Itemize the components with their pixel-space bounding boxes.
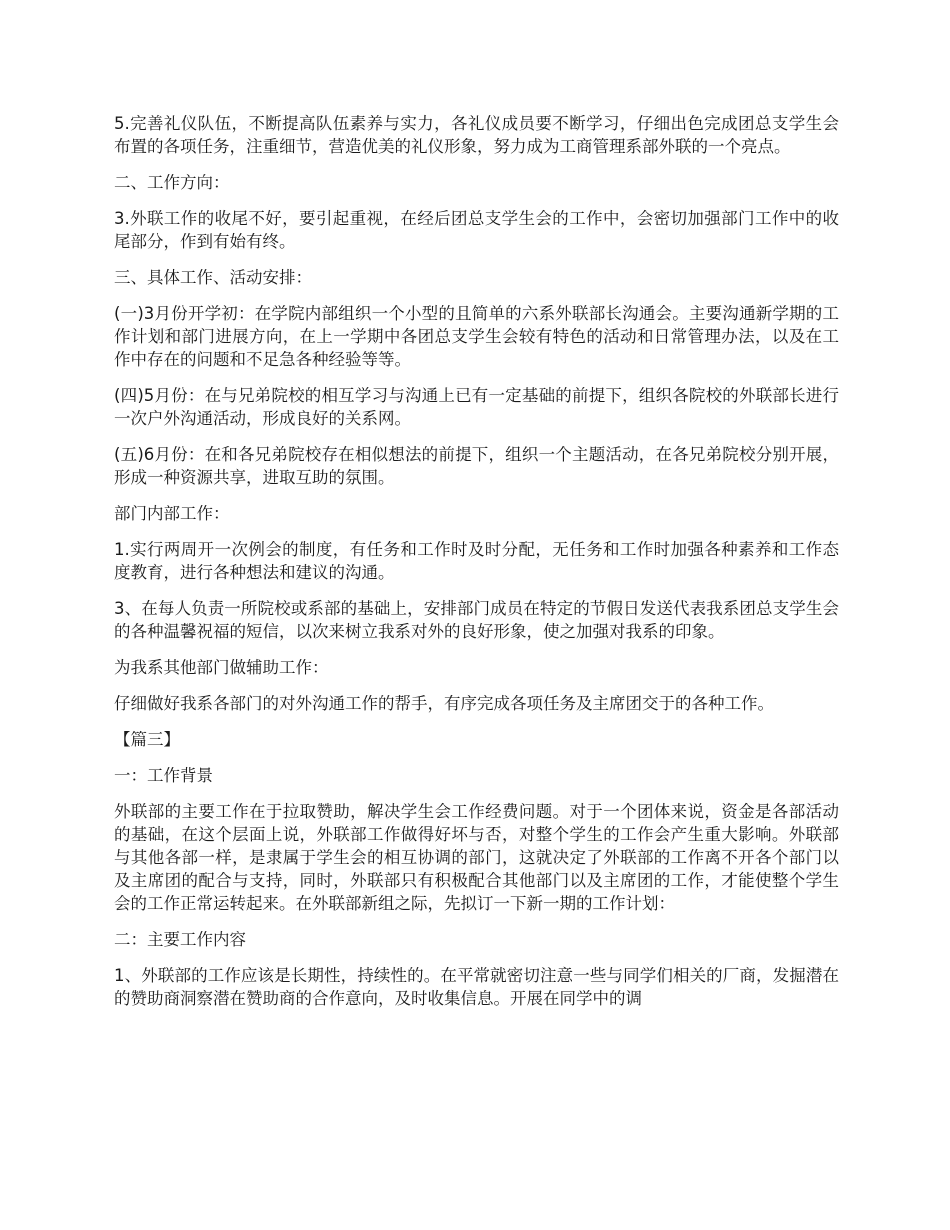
- paragraph-may-plan: (四)5月份：在与兄弟院校的相互学习与沟通上已有一定基础的前提下，组织各院校的外联部长进行一次户外沟通活动，形成良好的关系网。: [114, 386, 839, 428]
- paragraph-march-plan: (一)3月份开学初：在学院内部组织一个小型的且简单的六系外联部长沟通会。主要沟通新学期的工作计划和部门进展方向，在上一学期中各团总支学生会较有特色的活动和日常管理办法，以及在工作中存在的问题和不足急各种经验等等。: [114, 304, 839, 369]
- document-page: [114, 112, 839, 1023]
- section-heading-main-content: 二：主要工作内容: [114, 930, 246, 949]
- section-heading-internal-work: 部门内部工作：: [114, 504, 230, 523]
- section-heading-support-work: 为我系其他部门做辅助工作：: [114, 658, 329, 677]
- paragraph-support-work: 仔细做好我系各部门的对外沟通工作的帮手，有序完成各项任务及主席团交于的各种工作。: [114, 694, 774, 713]
- section-heading-activity-plan: 三、具体工作、活动安排：: [114, 268, 312, 287]
- paragraph-main-content-1: 1、外联部的工作应该是长期性，持续性的。在平常就密切注意一些与同学们相关的厂商，发掘潜在的赞助商洞察潜在赞助商的合作意向，及时收集信息。开展在同学中的调: [114, 966, 839, 1008]
- chapter-heading-part-three: 【篇三】: [114, 730, 180, 749]
- paragraph-internal-item-3: 3、在每人负责一所院校或系部的基础上，安排部门成员在特定的节假日发送代表我系团总支学生会的各种温馨祝福的短信，以次来树立我系对外的良好形象，使之加强对我系的印象。: [114, 599, 839, 641]
- paragraph-item-5: 5.完善礼仪队伍，不断提高队伍素养与实力，各礼仪成员要不断学习，仔细出色完成团总支学生会布置的各项任务，注重细节，营造优美的礼仪形象，努力成为工商管理系部外联的一个亮点。: [114, 114, 839, 156]
- paragraph-item-3-closing: 3.外联工作的收尾不好，要引起重视，在经后团总支学生会的工作中，会密切加强部门工作中的收尾部分，作到有始有终。: [114, 209, 839, 251]
- paragraph-june-plan: (五)6月份：在和各兄弟院校存在相似想法的前提下，组织一个主题活动，在各兄弟院校分别开展，形成一种资源共享，进取互助的氛围。: [114, 445, 839, 487]
- section-heading-background: 一：工作背景: [114, 766, 213, 785]
- paragraph-internal-item-1: 1.实行两周开一次例会的制度，有任务和工作时及时分配，无任务和工作时加强各种素养和工作态度教育，进行各种想法和建议的沟通。: [114, 540, 839, 582]
- paragraph-background: 外联部的主要工作在于拉取赞助，解决学生会工作经费问题。对于一个团体来说，资金是各部活动的基础，在这个层面上说，外联部工作做得好坏与否，对整个学生的工作会产生重大影响。外联部与其他各部一样，是隶属于学生会的相互协调的部门，这就决定了外联部的工作离不开各个部门以及主席团的配合与支持，同时，外联部只有积极配合其他部门以及主席团的工作，才能使整个学生会的工作正常运转起来。在外联部新组之际，先拟订一下新一期的工作计划：: [114, 802, 839, 913]
- section-heading-work-direction: 二、工作方向：: [114, 173, 230, 192]
